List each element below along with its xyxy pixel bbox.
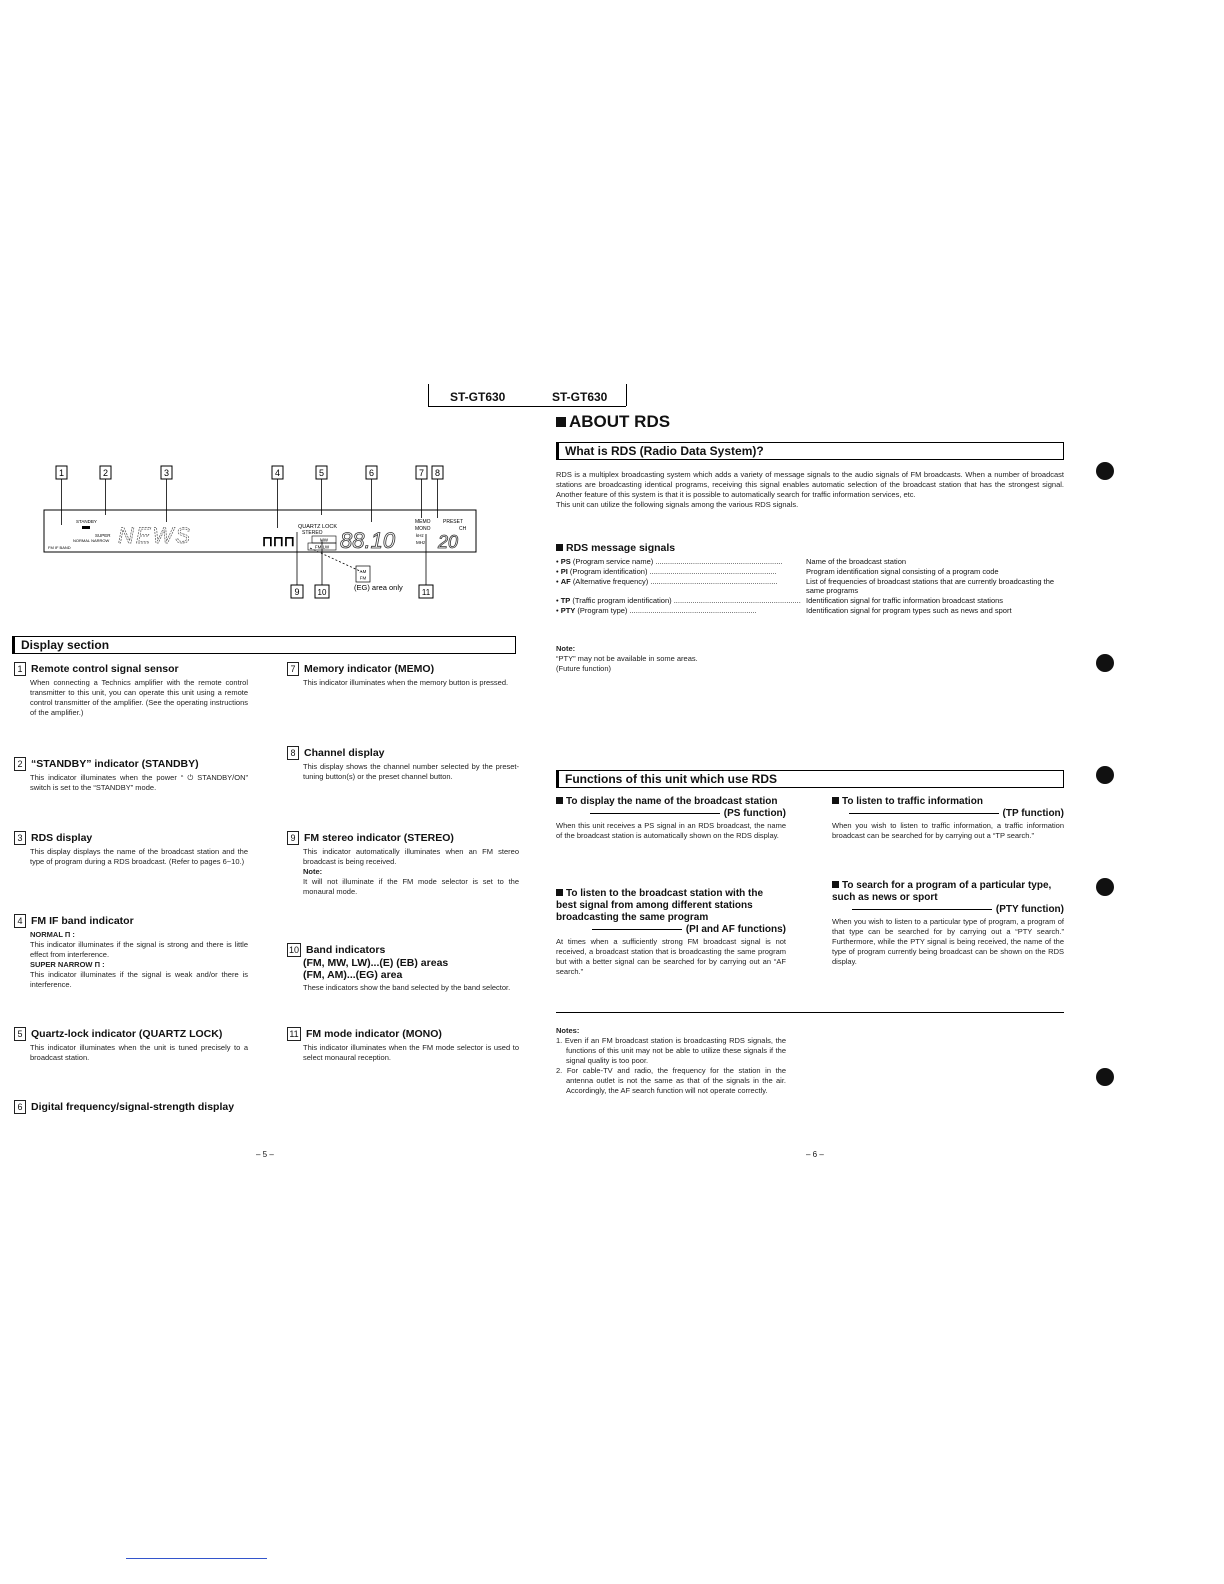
super-label: SUPER — [95, 533, 111, 538]
item-10-num: 10 — [288, 945, 299, 955]
what-is-rds-heading-text: What is RDS (Radio Data System)? — [565, 444, 764, 458]
signal-name: (Alternative frequency) — [572, 576, 649, 586]
display-item-9 — [287, 831, 519, 897]
mono-label: MONO — [415, 526, 431, 532]
what-is-rds-heading — [556, 442, 1064, 460]
item-5-body: This indicator illuminates when the unit is tuned precisely to a broadcast station. — [30, 1043, 248, 1062]
ch-label: CH — [459, 526, 467, 532]
display-item-5 — [14, 1027, 248, 1063]
item-2-title: “STANDBY” indicator (STANDBY) — [31, 757, 199, 770]
item-8-title: Channel display — [304, 746, 385, 759]
signal-desc: Program identification signal consisting of a program code — [806, 566, 999, 576]
signal-code: AF — [560, 576, 571, 586]
function-pty-body: When you wish to listen to a particular type of program, a program of that type can be searched for by carrying out a “PTY search.” Furthermore, while the PTY signal is being received, the name of the type of program currently being broadcast can be shown on the RDS display. — [832, 917, 1064, 966]
item-10-body: These indicators show the band selected by the band selector. — [303, 983, 511, 992]
signal-row: • TP (Traffic program identification) ............................................................. Identification signal for traffic information broadcast stations — [556, 596, 1068, 606]
signals-heading: RDS message signals — [566, 542, 676, 554]
functions-heading-text: Functions of this unit which use RDS — [565, 772, 777, 786]
item-5-title: Quartz-lock indicator (QUARTZ LOCK) — [31, 1027, 223, 1040]
bottom-link-line — [126, 1558, 267, 1559]
binder-hole — [1096, 878, 1114, 896]
item-11-num: 11 — [287, 1027, 301, 1041]
callout-6 — [366, 466, 377, 479]
item-5-num: 5 — [14, 1027, 26, 1041]
display-item-2 — [14, 757, 248, 793]
item-4-normal-label: NORMAL Π : — [30, 930, 75, 939]
item-7-title: Memory indicator (MEMO) — [304, 662, 435, 675]
note-item: 1. Even if an FM broadcast station is broadcasting RDS signals, the functions of this unit may not be able to utilize these signals if the signal quality is too poor. — [556, 1036, 786, 1065]
callout-5 — [316, 466, 327, 479]
binder-hole — [1096, 766, 1114, 784]
preset-number-display: 20 — [438, 532, 459, 552]
model-right: ST-GT630 — [552, 390, 608, 404]
rds-message-signals — [556, 542, 1068, 616]
item-8-body: This display shows the channel number selected by the preset-tuning button(s) or the preset channel button. — [303, 762, 519, 781]
stereo-label: STEREO — [302, 530, 323, 536]
signal-row: • AF (Alternative frequency) ............................................................. List of frequencies of broadcast stations that are currently broadcasting the same programs — [556, 577, 1068, 597]
callout-6-label: 6 — [368, 468, 375, 478]
callout-7 — [416, 466, 427, 479]
signal-name: (Traffic program identification) — [572, 596, 672, 606]
function-tp — [832, 796, 1064, 841]
item-9-title: FM stereo indicator (STEREO) — [304, 831, 454, 844]
standby-label: STANDBY — [76, 519, 97, 524]
about-rds-title — [556, 412, 670, 432]
fm-lw-label: FM LW — [314, 544, 330, 550]
item-4-normal-body: This indicator illuminates if the signal is strong and there is little effect from interference. — [30, 940, 248, 959]
item-10-title: Band indicators — [306, 943, 386, 956]
notes-label: Notes: — [556, 1026, 580, 1035]
callout-1 — [56, 466, 67, 479]
function-tp-body: When you wish to listen to traffic information, a traffic information broadcast can be searched for by carrying out a “TP search.” — [832, 821, 1064, 840]
preset-label: PRESET — [443, 519, 464, 525]
header-divider-left — [428, 384, 429, 406]
display-item-8 — [287, 746, 519, 782]
function-ps-body: When this unit receives a PS signal in an RDS broadcast, the name of the broadcast station is automatically shown on the RDS display. — [556, 821, 786, 840]
notes-block — [556, 1026, 786, 1096]
fm-if-band-label: FM IF BAND — [48, 545, 71, 550]
item-4-super-body: This indicator illuminates if the signal is weak and/or there is interference. — [30, 970, 248, 989]
signal-desc: Name of the broadcast station — [806, 557, 907, 566]
fm-label: FM — [359, 575, 367, 581]
item-2-body: This indicator illuminates when the power “ ⏻ STANDBY/ON” switch is set to the “STANDBY” mode. — [30, 773, 248, 792]
item-7-num: 7 — [287, 662, 299, 676]
item-3-num: 3 — [14, 831, 26, 845]
function-pi-af-sub — [556, 924, 786, 935]
item-11-body: This indicator illuminates when the FM mode selector is used to select monaural reception. — [303, 1043, 519, 1062]
item-2-num: 2 — [14, 757, 26, 771]
pty-note — [556, 644, 856, 674]
mw-label: MW — [320, 537, 328, 543]
signal-code: PI — [560, 566, 568, 576]
item-3-body: This display displays the name of the broadcast station and the type of program during a RDS broadcast. (Refer to pages 6~10.) — [30, 847, 248, 866]
display-item-3 — [14, 831, 248, 867]
signal-code: PS — [560, 557, 571, 566]
signal-desc: Identification signal for program types such as news and sport — [806, 605, 1012, 615]
am-label: AM — [359, 569, 367, 574]
function-pi-af-sub-text: (PI and AF functions) — [685, 924, 786, 935]
khz-label: kHz — [416, 533, 424, 538]
item-9-note-label: Note: — [303, 867, 323, 876]
function-tp-sub — [832, 808, 1064, 819]
item-9-num: 9 — [287, 831, 299, 845]
callout-11-label: 11 — [421, 588, 431, 597]
callout-9-label: 9 — [294, 587, 300, 597]
item-6-title: Digital frequency/signal-strength display — [31, 1100, 235, 1113]
callout-3 — [161, 466, 172, 479]
eg-area-label: (EG) area only — [354, 583, 403, 592]
callout-5-label: 5 — [318, 468, 325, 478]
function-tp-sub-text: (TP function) — [1002, 808, 1064, 819]
display-item-7 — [287, 662, 519, 688]
functions-heading — [556, 770, 1064, 788]
what-is-rds-body2: This unit can utilize the following signals among the various RDS signals. — [556, 500, 799, 509]
function-tp-title: To listen to traffic information — [842, 796, 983, 807]
display-item-4 — [14, 914, 248, 990]
signal-desc: Identification signal for traffic information broadcast stations — [806, 596, 1004, 606]
item-3-title: RDS display — [31, 831, 93, 844]
callout-8 — [432, 466, 443, 479]
callout-2 — [100, 466, 111, 479]
callout-7-label: 7 — [418, 468, 425, 478]
function-pi-af-title: To listen to the broadcast station with the best signal from among different stations broadcasting the same program — [556, 888, 764, 923]
function-pty-sub — [832, 904, 1064, 915]
signal-code: PTY — [560, 605, 576, 615]
signal-row: • PS (Program service name) ............................................................. Name of the broadcast station — [556, 557, 1068, 567]
function-ps — [556, 796, 786, 841]
page-number-right: – 6 – — [806, 1150, 824, 1159]
item-10-line3: (FM, AM)...(EG) area — [303, 969, 403, 981]
signal-row: • PTY (Program type) ............................................................. Identification signal for program types such as news and sport — [556, 606, 1068, 616]
function-ps-sub-text: (PS function) — [723, 808, 786, 819]
item-8-num: 8 — [287, 746, 299, 760]
display-item-11 — [287, 1027, 519, 1063]
normal-narrow-label: NORMAL NARROW — [73, 538, 110, 543]
frequency-display: 88.10 — [340, 528, 396, 553]
item-7-body: This indicator illuminates when the memory button is pressed. — [303, 678, 509, 687]
rds-display-text: NEWS — [118, 523, 192, 548]
function-pty-sub-text: (PTY function) — [995, 904, 1064, 915]
binder-hole — [1096, 462, 1114, 480]
callout-10 — [315, 585, 329, 598]
signal-desc: List of frequencies of broadcast stations that are currently broadcasting the same programs — [806, 576, 1055, 596]
signal-name: (Program service name) — [572, 557, 654, 566]
signal-code: TP — [560, 596, 571, 606]
page-number-left: – 5 – — [256, 1150, 274, 1159]
item-4-super-label: SUPER NARROW Π : — [30, 960, 105, 969]
callout-3-label: 3 — [163, 468, 170, 478]
display-diagram — [40, 460, 490, 610]
callout-11 — [419, 585, 433, 598]
callout-2-label: 2 — [102, 468, 109, 478]
callout-10-label: 10 — [317, 588, 327, 597]
signal-name: (Program identification) — [569, 566, 648, 576]
memo-label: MEMO — [415, 519, 431, 525]
callout-8-label: 8 — [434, 468, 441, 478]
header-rule — [428, 406, 626, 407]
display-section-heading — [12, 636, 516, 654]
item-10-line2: (FM, MW, LW)...(E) (EB) areas — [303, 957, 449, 969]
item-1-title: Remote control signal sensor — [31, 662, 179, 675]
item-4-title: FM IF band indicator — [31, 914, 134, 927]
quartz-lock-label: QUARTZ LOCK — [298, 524, 338, 530]
function-pty-title: To search for a program of a particular type, such as news or sport — [832, 880, 1052, 903]
display-item-1 — [14, 662, 248, 718]
pty-note-body: “PTY” may not be available in some areas. — [556, 654, 698, 663]
item-1-num: 1 — [14, 662, 26, 676]
function-ps-sub — [556, 808, 786, 819]
item-4-num: 4 — [14, 914, 26, 928]
item-11-title: FM mode indicator (MONO) — [306, 1027, 442, 1040]
callout-1-label: 1 — [58, 468, 65, 478]
if-band-glyph: ⊓⊓⊓ — [262, 533, 295, 549]
note-item: 2. For cable-TV and radio, the frequency for the station in the antenna outlet is not the same as that of the signals in the air. Accordingly, the AF search function will not operate correctly. — [556, 1066, 786, 1095]
function-ps-title: To display the name of the broadcast station — [566, 796, 778, 807]
notes-rule — [556, 1012, 1064, 1013]
mhz-label: MHz — [416, 540, 426, 545]
function-pty — [832, 880, 1064, 967]
display-section-heading-text: Display section — [21, 638, 110, 652]
pty-note-body2: (Future function) — [556, 664, 612, 673]
binder-hole — [1096, 1068, 1114, 1086]
item-9-body: This indicator automatically illuminates when an FM stereo broadcast is being received. — [303, 847, 519, 866]
display-item-10 — [287, 943, 519, 993]
what-is-rds-body: RDS is a multiplex broadcasting system which adds a variety of message signals to the audio signals of FM broadcasts. When a number of broadcast stations are broadcasting identical programs, receiving this signal enables automatic selection of the broadcast station that has the strongest signal. Another feature of this system is that it is possible to automatically search for traffic information services, etc. — [556, 470, 1064, 499]
header-divider-right — [626, 384, 627, 406]
callout-9 — [291, 585, 303, 598]
signal-name: (Program type) — [577, 605, 628, 615]
function-pi-af — [556, 888, 786, 977]
pty-note-label: Note: — [556, 644, 576, 653]
what-is-rds-text — [556, 470, 1064, 510]
item-9-note-body: It will not illuminate if the FM mode selector is set to the monaural mode. — [303, 877, 519, 896]
about-rds-title-text: ABOUT RDS — [569, 412, 671, 431]
item-6-num: 6 — [14, 1100, 26, 1114]
item-1-body: When connecting a Technics amplifier with the remote control transmitter to this unit, you can operate this unit using a remote control transmitter of the amplifier. (See the operating instructions of the amplifier.) — [30, 678, 248, 717]
function-pi-af-body: At times when a sufficiently strong FM broadcast signal is not received, a broadcast station that is broadcasting the same program but with a better signal can be searched for by carrying out an “AF search.” — [556, 937, 786, 976]
display-item-6 — [14, 1100, 274, 1114]
signal-row: • PI (Program identification) ............................................................. Program identification signal consisting of a program code — [556, 567, 1068, 577]
binder-hole — [1096, 654, 1114, 672]
callout-4 — [272, 466, 283, 479]
callout-4-label: 4 — [274, 468, 281, 478]
model-left: ST-GT630 — [450, 390, 506, 404]
